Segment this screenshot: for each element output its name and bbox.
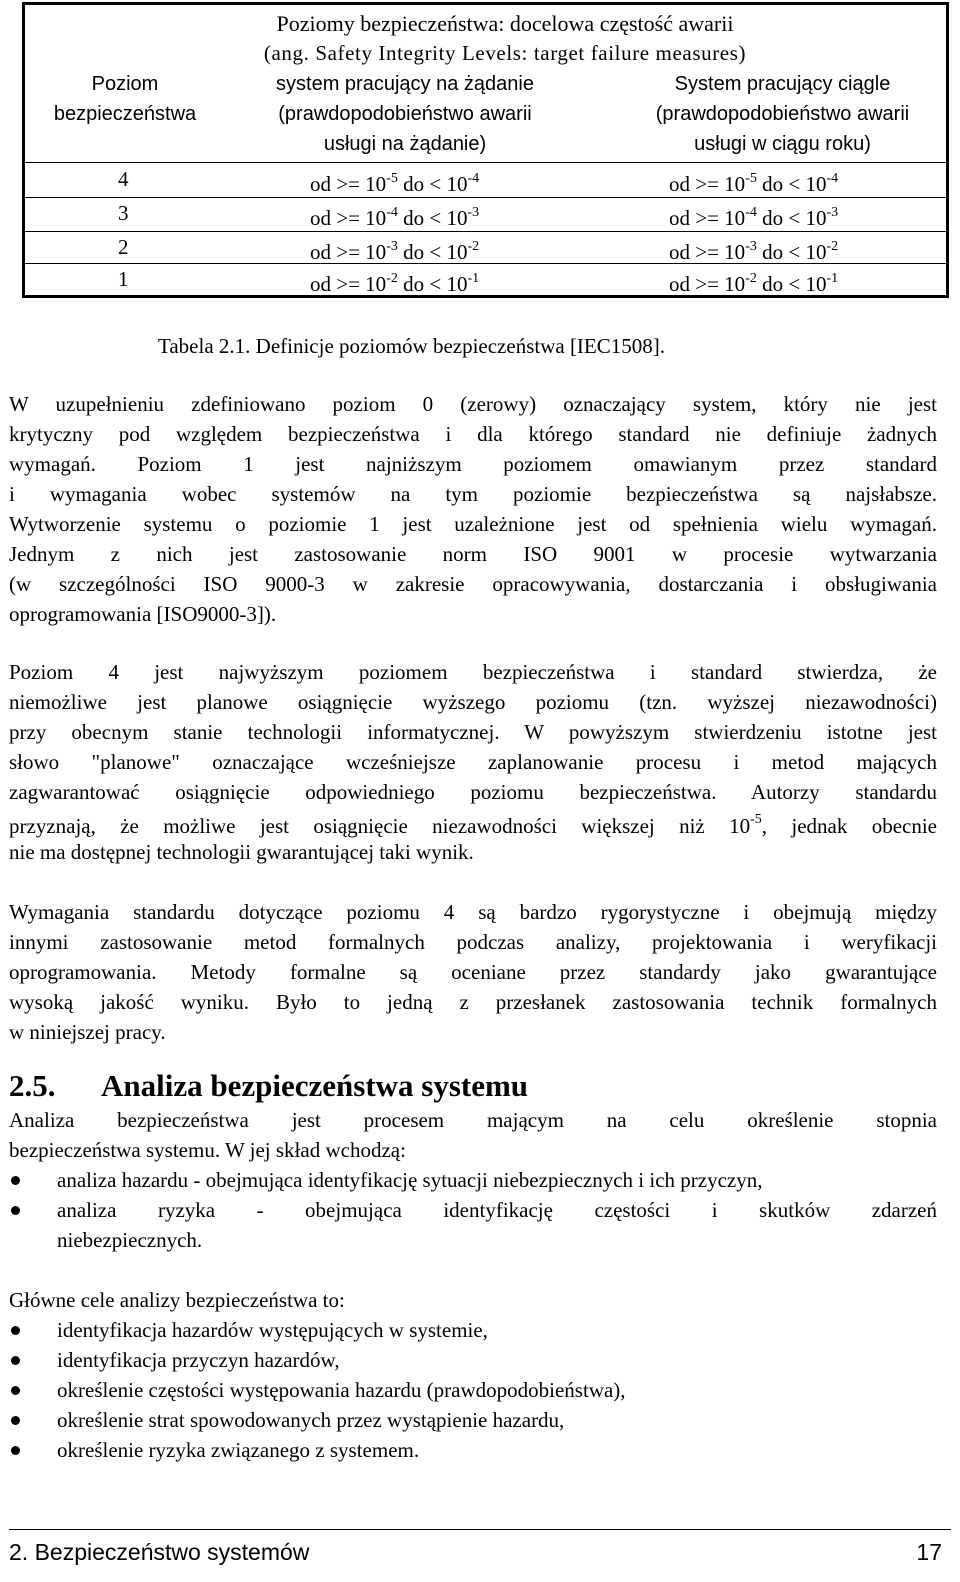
paragraph-level-four: Poziom 4 jest najwyższym poziomem bezpieczeństwa i standard stwierdza, że niemożliwe jest planowe osiągnięcie wyższego poziomu (tzn. wyższej niezawodności) przy obecnym stanie technologii informatycznej. W powyższym stwierdzeniu istotne jest słowo "planowe" oznaczające wcześniejsze zaplanowanie procesu i metod mających zagwarantować osiągnięcie odpowiedniego poziomu bezpieczeństwa. Autorzy standardu przyznają, że możliwe jest osiągnięcie niezawodności większej niż $10^{-5}$, jednak obecnie nie ma dostępnej technologii gwarantującej taki wynik. <box>9 660 937 864</box>
table-cell-on-demand: od >= $10^{-5}$ do < $10^{-4}$ <box>310 171 480 196</box>
list-item: określenie ryzyka związanego z systemem. <box>9 1435 937 1465</box>
table-cell-level: 4 <box>118 167 129 191</box>
header-level: Poziom bezpieczeństwa <box>53 73 197 125</box>
bullet-icon <box>11 1416 20 1425</box>
analysis-components-list <box>9 1165 937 1255</box>
paragraph-analysis-intro: Analiza bezpieczeństwa jest procesem mającym na celu określenie stopnia bezpieczeństwa systemu. W jej skład wchodzą: <box>9 1108 937 1162</box>
list-item: analiza hazardu - obejmująca identyfikację sytuacji niebezpiecznych i ich przyczyn, <box>9 1165 937 1195</box>
bullet-icon <box>11 1176 20 1185</box>
list-item: analiza ryzyka - obejmująca identyfikację częstości i skutków zdarzeń niebezpiecznych. <box>9 1195 937 1255</box>
table-cell-continuous: od >= $10^{-4}$ do < $10^{-3}$ <box>669 205 839 230</box>
table-title: Poziomy bezpieczeństwa: docelowa częstość awarii (ang. Safety Integrity Levels: target failure measures) <box>263 11 747 65</box>
table-cell-level: 3 <box>118 201 129 225</box>
safety-levels-table <box>22 2 949 298</box>
list-item: określenie strat spowodowanych przez wystąpienie hazardu, <box>9 1405 937 1435</box>
footer-chapter: 2. Bezpieczeństwo systemów <box>9 1539 310 1565</box>
table-cell-continuous: od >= $10^{-5}$ do < $10^{-4}$ <box>669 171 839 196</box>
paragraph-requirements: Wymagania standardu dotyczące poziomu 4 są bardzo rygorystyczne i obejmują między innymi zastosowanie metod formalnych podczas analizy, projektowania i weryfikacji oprogramowania. Metody formalne są oceniane przez standardy jako gwarantujące wysoką jakość wyniku. Było to jedną z przesłanek zastosowania technik formalnych w niniejszej pracy. <box>9 900 937 1044</box>
list-item: identyfikacja przyczyn hazardów, <box>9 1345 937 1375</box>
bullet-icon <box>11 1326 20 1335</box>
list-item: określenie częstości występowania hazardu (prawdopodobieństwa), <box>9 1375 937 1405</box>
analysis-goals-list <box>9 1315 937 1465</box>
paragraph-goals-intro: Główne cele analizy bezpieczeństwa to: <box>9 1288 345 1312</box>
paragraph-level-zero: W uzupełnieniu zdefiniowano poziom 0 (zerowy) oznaczający system, który nie jest krytyczny pod względem bezpieczeństwa i dla którego standard nie definiuje żadnych wymagań. Poziom 1 jest najniższym poziomem omawianym przez standard i wymagania wobec systemów na tym poziomie bezpieczeństwa są najsłabsze. Wytworzenie systemu o poziomie 1 jest uzależnione jest od spełnienia wielu wymagań. Jednym z nich jest zastosowanie norm ISO 9001 w procesie wytwarzania (w szczególności ISO 9000-3 w zakresie opracowywania, dostarczania i obsługiwania oprogramowania [ISO9000-3]). <box>9 392 937 626</box>
header-continuous: System pracujący ciągle (prawdopodobieństwo awarii usługi w ciągu roku) <box>655 73 910 155</box>
table-cell-continuous: od >= $10^{-2}$ do < $10^{-1}$ <box>669 271 839 296</box>
bullet-icon <box>11 1386 20 1395</box>
page-number: 17 <box>916 1539 942 1565</box>
bullet-icon <box>11 1206 20 1215</box>
list-item: identyfikacja hazardów występujących w systemie, <box>9 1315 937 1345</box>
table-cell-continuous: od >= $10^{-3}$ do < $10^{-2}$ <box>669 239 839 264</box>
section-heading: 2.5. Analiza bezpieczeństwa systemu <box>9 1068 529 1103</box>
table-cell-level: 2 <box>118 235 129 259</box>
table-divider <box>25 162 946 163</box>
bullet-icon <box>11 1446 20 1455</box>
table-cell-on-demand: od >= $10^{-3}$ do < $10^{-2}$ <box>310 239 480 264</box>
table-cell-on-demand: od >= $10^{-2}$ do < $10^{-1}$ <box>310 271 480 296</box>
table-cell-level: 1 <box>118 267 129 291</box>
table-cell-on-demand: od >= $10^{-4}$ do < $10^{-3}$ <box>310 205 480 230</box>
bullet-icon <box>11 1356 20 1365</box>
header-on-demand: system pracujący na żądanie (prawdopodobieństwo awarii usługi na żądanie) <box>276 73 534 155</box>
footer-divider <box>9 1529 951 1530</box>
table-caption: Tabela 2.1. Definicje poziomów bezpieczeństwa [IEC1508]. <box>158 334 666 358</box>
